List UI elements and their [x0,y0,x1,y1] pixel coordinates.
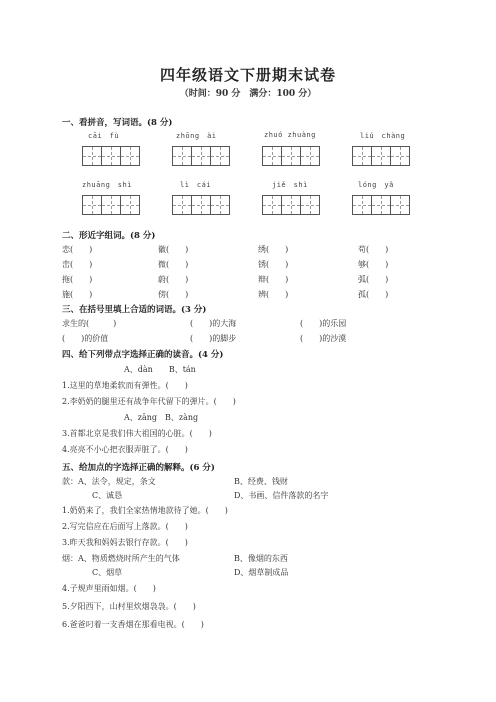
char-cell: 微( ) [158,260,189,269]
fill-item: 求生的( ) [62,319,117,328]
pinyin-3: zhuó zhuàng [264,131,316,139]
fill-item: ( )的乐园 [300,319,347,328]
answer-grid-1[interactable] [82,146,139,166]
reading-options-2: A、zāng B、zàng [124,413,199,422]
char-cell: 锈( ) [258,260,289,269]
question-5-1: 1.奶奶来了，我们全家热情地款待了她。( ) [62,506,228,515]
char-cell: 孤( ) [358,290,389,299]
pinyin-8: lóng yǎ [358,181,394,189]
char-cell: 弧( ) [358,275,389,284]
pinyin-1: cāi fù [88,132,120,140]
char-cell: 辩( ) [258,275,289,284]
char-cell: 拖( ) [62,275,93,284]
question-5-3: 3.昨天我和妈妈去银行存款。( ) [62,538,188,547]
answer-grid-5[interactable] [82,195,139,215]
section-4-heading: 四、给下列带点字选择正确的读音。(4 分) [62,350,224,360]
section-2-heading: 二、形近字组词。(8 分) [62,231,156,241]
question-4-3: 3.首都北京是我们伟大祖国的心脏。( ) [62,429,212,438]
meaning-option: D、书画、信件落款的名字 [234,491,329,500]
meaning-option: C、烟草 [92,568,123,577]
question-4-4: 4.亮亮不小心把衣服弄脏了。( ) [62,445,188,454]
char-cell: 够( ) [358,260,389,269]
pinyin-5: zhuāng shì [82,181,132,189]
answer-grid-6[interactable] [172,195,229,215]
pinyin-4: liú chàng [360,132,406,140]
char-cell: 徽( ) [158,245,189,254]
meaning-option: D、烟草制成品 [234,568,289,577]
section-5-heading: 五、给加点的字选择正确的解释。(6 分) [62,463,215,473]
answer-grid-3[interactable] [262,146,319,166]
char-cell: 峦( ) [62,260,93,269]
char-cell: 辨( ) [258,290,289,299]
fill-item: ( )的价值 [62,334,109,343]
question-4-2: 2.李奶奶的腿里还有战争年代留下的弹片。( ) [62,397,236,406]
section-3-heading: 三、在括号里填上合适的词语。(3 分) [62,305,207,315]
answer-grid-2[interactable] [172,146,229,166]
pinyin-7: jiě shì [272,181,308,189]
answer-grid-8[interactable] [352,195,409,215]
fill-item: ( )的沙漠 [300,334,347,343]
char-cell: 苟( ) [358,245,389,254]
answer-grid-4[interactable] [352,146,409,166]
meaning-option: 烟：A、物质燃烧时所产生的气体 [62,554,180,563]
char-cell: 傍( ) [158,290,189,299]
question-4-1: 1.这里的草地柔软而有弹性。( ) [62,381,188,390]
reading-options-1: A、dàn B、tán [124,365,196,374]
pinyin-6: lì cái [180,181,212,189]
char-cell: 绣( ) [258,245,289,254]
meaning-option: B、像烟的东西 [234,554,288,563]
char-cell: 施( ) [62,290,93,299]
answer-grid-7[interactable] [262,195,319,215]
question-5-6: 6.爸爸叼着一支香烟在那看电视。( ) [62,620,204,629]
meaning-option: C、诚恳 [92,491,123,500]
question-5-5: 5.夕阳西下，山村里炊烟袅袅。( ) [62,602,196,611]
meaning-option: 款：A、法令，规定，条文 [62,477,156,486]
char-cell: 蔚( ) [158,275,189,284]
pinyin-2: zhōng ài [176,132,217,140]
fill-item: ( )的大海 [190,319,237,328]
char-cell: 恋( ) [62,245,93,254]
page-title: 四年级语文下册期末试卷 [159,66,336,84]
question-5-2: 2.写完信应在后面写上落款。( ) [62,522,188,531]
meaning-option: B、经费、钱财 [234,477,288,486]
section-1-heading: 一、看拼音，写词语。(8 分) [62,118,173,128]
question-5-4: 4.子规声里雨如烟。( ) [62,584,156,593]
exam-info: （时间：90 分 满分：100 分） [179,89,317,99]
fill-item: ( )的脚步 [190,334,237,343]
